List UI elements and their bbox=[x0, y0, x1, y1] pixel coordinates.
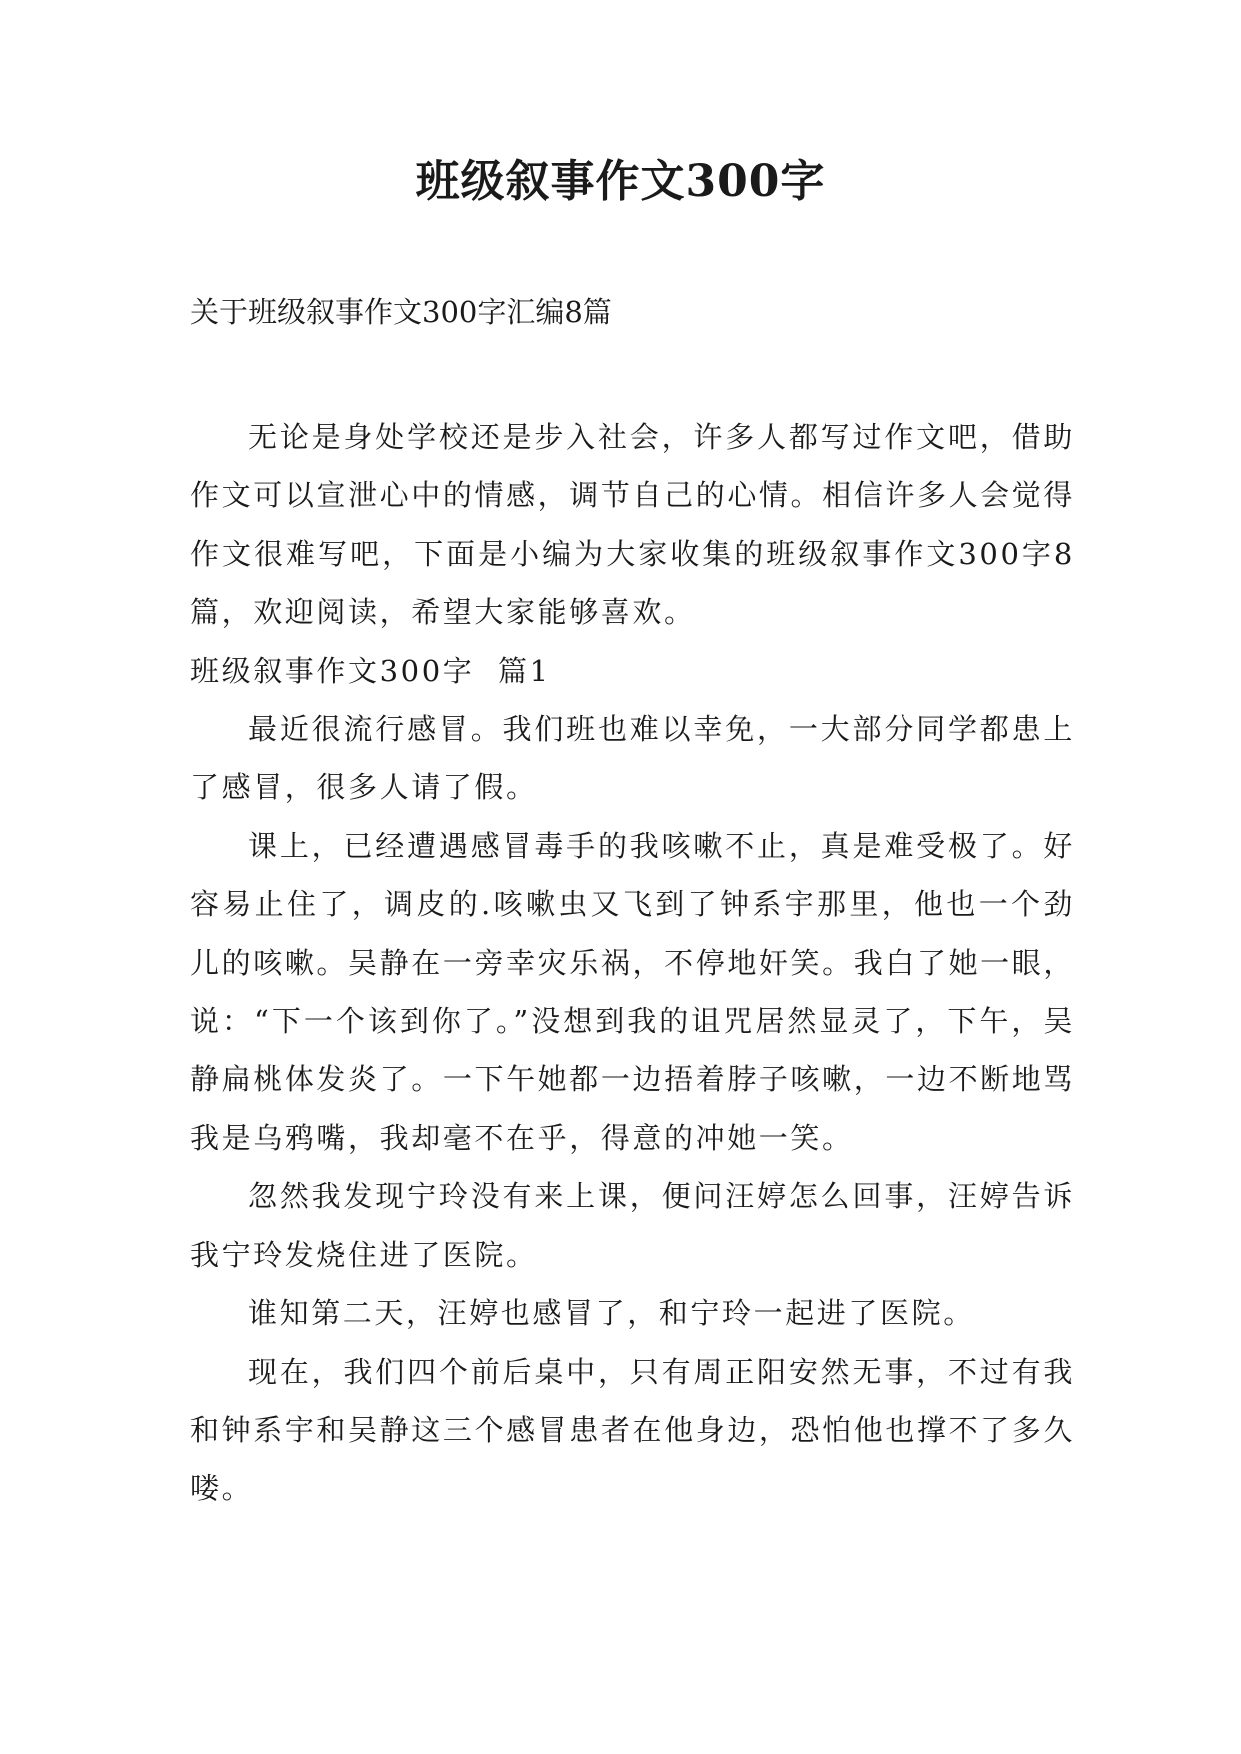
body-paragraph: 最近很流行感冒。我们班也难以幸免，一大部分同学都患上了感冒，很多人请了假。 bbox=[190, 712, 1075, 805]
body-paragraph: 忽然我发现宁玲没有来上课，便问汪婷怎么回事，汪婷告诉我宁玲发烧住进了医院。 bbox=[190, 1179, 1075, 1272]
document-body bbox=[190, 408, 1075, 1518]
section-heading: 班级叙事作文300字 篇1 bbox=[190, 653, 551, 688]
body-paragraph: 课上，已经遭遇感冒毒手的我咳嗽不止，真是难受极了。好容易止住了，调皮的.咳嗽虫又飞到了钟系宇那里，他也一个劲儿的咳嗽。吴静在一旁幸灾乐祸，不停地奸笑。我白了她一眼，说：“下一个该到你了。”没想到我的诅咒居然显灵了，下午，吴静扁桃体发炎了。一下午她都一边捂着脖子咳嗽，一边不断地骂我是乌鸦嘴，我却毫不在乎，得意的冲她一笑。 bbox=[190, 828, 1075, 1155]
body-paragraph: 现在，我们四个前后桌中，只有周正阳安然无事，不过有我和钟系宇和吴静这三个感冒患者在他身边，恐怕他也撑不了多久喽。 bbox=[190, 1354, 1075, 1506]
intro-paragraph: 无论是身处学校还是步入社会，许多人都写过作文吧，借助作文可以宣泄心中的情感，调节自己的心情。相信许多人会觉得作文很难写吧，下面是小编为大家收集的班级叙事作文300字8篇，欢迎阅读，希望大家能够喜欢。 bbox=[190, 420, 1075, 630]
document-title: 班级叙事作文300字 bbox=[415, 156, 826, 207]
body-paragraph: 谁知第二天，汪婷也感冒了，和宁玲一起进了医院。 bbox=[248, 1296, 975, 1331]
document-subtitle: 关于班级叙事作文300字汇编8篇 bbox=[190, 295, 612, 329]
